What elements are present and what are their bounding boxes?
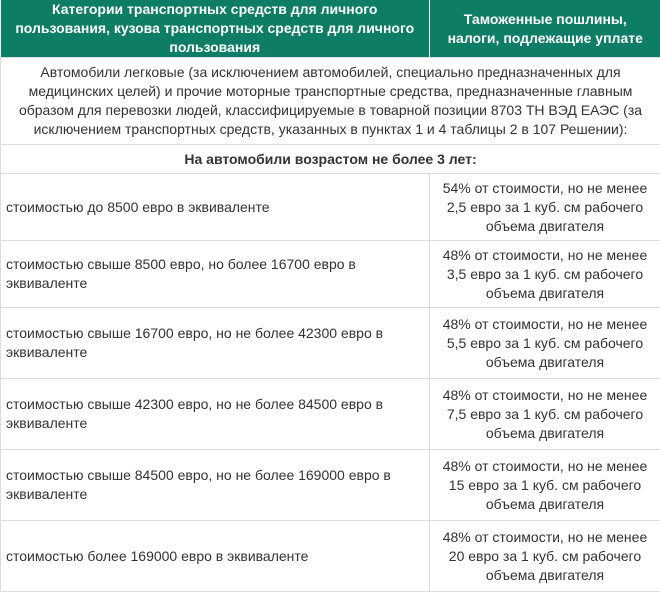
row-category: стоимостью более 169000 евро в эквиваленте [1,521,430,592]
table-row [1,521,660,592]
row-category: стоимостью свыше 8500 евро, но более 16700 евро в эквиваленте [1,241,430,308]
intro-row [1,58,660,145]
section-row [1,145,660,174]
header-duties: Таможенные пошлины, налоги, подлежащие уплате [430,0,660,58]
table-row [1,379,660,450]
row-rate: 48% от стоимости, но не менее 15 евро за 1 куб. см рабочего объема двигателя [430,450,660,521]
header-category: Категории транспортных средств для личного пользования, кузова транспортных средств для личного пользования [1,0,430,58]
row-category: стоимостью свыше 42300 евро, но не более 84500 евро в эквиваленте [1,379,430,450]
table-row [1,174,660,241]
row-rate: 48% от стоимости, но не менее 3,5 евро за 1 куб. см рабочего объема двигателя [430,241,660,308]
table-row [1,450,660,521]
row-rate: 48% от стоимости, но не менее 7,5 евро за 1 куб. см рабочего объема двигателя [430,379,660,450]
row-rate: 54% от стоимости, но не менее 2,5 евро за 1 куб. см рабочего объема двигателя [430,174,660,241]
row-category: стоимостью свыше 84500 евро, но не более 169000 евро в эквиваленте [1,450,430,521]
row-category: стоимостью до 8500 евро в эквиваленте [1,174,430,241]
table-row [1,241,660,308]
section-title: На автомобили возрастом не более 3 лет: [1,145,660,174]
row-rate: 48% от стоимости, но не менее 20 евро за 1 куб. см рабочего объема двигателя [430,521,660,592]
intro-text: Автомобили легковые (за исключением автомобилей, специально предназначенных для медицинских целей) и прочие моторные транспортные средства, предназначенные главным образом для перевозки людей, классифицируемые в товарной позиции 8703 ТН ВЭД ЕАЭС (за исключением транспортных средств, указанных в пунктах 1 и 4 таблицы 2 в 107 Решении): [1,58,660,145]
row-rate: 48% от стоимости, но не менее 5,5 евро за 1 куб. см рабочего объема двигателя [430,308,660,379]
row-category: стоимостью свыше 16700 евро, но не более 42300 евро в эквиваленте [1,308,430,379]
table-header-row [1,0,660,58]
table-row [1,308,660,379]
